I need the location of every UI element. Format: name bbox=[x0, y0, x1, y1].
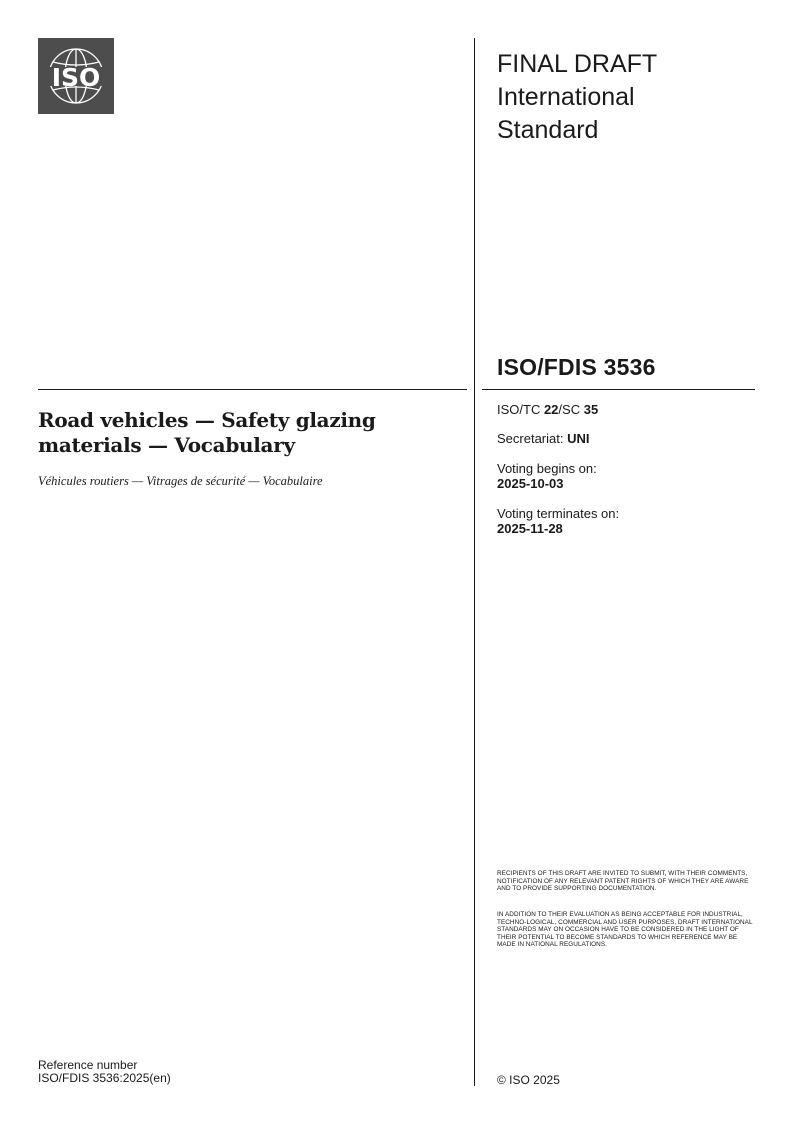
doc-type-line-3: Standard bbox=[497, 116, 599, 144]
voting-begins-label: Voting begins on: bbox=[497, 461, 597, 476]
notice-paragraph-1: RECIPIENTS OF THIS DRAFT ARE INVITED TO SUBMIT, WITH THEIR COMMENTS, NOTIFICATION OF ANY RELEVANT PATENT RIGHTS OF WHICH THEY ARE AWARE AND TO PROVIDE SUPPORTING DOCUMENTATION. bbox=[497, 870, 749, 893]
title-rule bbox=[38, 389, 467, 390]
reference-number-label: Reference number bbox=[38, 1058, 138, 1072]
voting-terminates-label: Voting terminates on: bbox=[497, 506, 620, 521]
committee-tc: 22 bbox=[543, 402, 559, 417]
iso-logo-text: ISO bbox=[51, 63, 101, 92]
secretariat-line bbox=[497, 431, 589, 446]
document-type bbox=[497, 48, 657, 147]
english-title: Road vehicles — Safety glazing materials — Vocabulary bbox=[38, 408, 376, 457]
number-rule bbox=[482, 389, 755, 390]
reference-number-value: ISO/FDIS 3536:2025(en) bbox=[38, 1071, 171, 1085]
committee-sep: /SC bbox=[558, 402, 584, 417]
iso-globe-icon bbox=[38, 38, 114, 114]
doc-type-line-1: FINAL DRAFT bbox=[497, 50, 658, 78]
voting-begins-date: 2025-10-03 bbox=[497, 476, 564, 491]
voting-terminates-date: 2025-11-28 bbox=[497, 521, 563, 536]
iso-logo bbox=[38, 38, 114, 114]
secretariat-label: Secretariat: bbox=[497, 431, 568, 446]
copyright: © ISO 2025 bbox=[497, 1073, 560, 1087]
committee-sc: 35 bbox=[583, 402, 599, 417]
voting-begins bbox=[497, 461, 597, 491]
document-number: ISO/FDIS 3536 bbox=[497, 354, 656, 380]
french-title: Véhicules routiers — Vitrages de sécurité — Vocabulaire bbox=[38, 474, 323, 488]
secretariat-value: UNI bbox=[567, 431, 590, 446]
doc-type-line-2: International bbox=[497, 83, 635, 111]
column-divider bbox=[474, 38, 475, 1086]
voting-terminates bbox=[497, 506, 619, 536]
notice-paragraph-2: IN ADDITION TO THEIR EVALUATION AS BEING ACCEPTABLE FOR INDUSTRIAL, TECHNO-LOGICAL, COMMERCIAL AND USER PURPOSES, DRAFT INTERNATIONAL STANDARDS MAY ON OCCASION HAVE TO BE CONSIDERED IN THE LIGHT OF THEIR POTENTIAL TO BECOME STANDARDS TO WHICH REFERENCE MAY BE MADE IN NATIONAL REGULATIONS. bbox=[497, 911, 753, 949]
committee-prefix: ISO/TC bbox=[497, 402, 544, 417]
committee-line bbox=[497, 402, 598, 417]
